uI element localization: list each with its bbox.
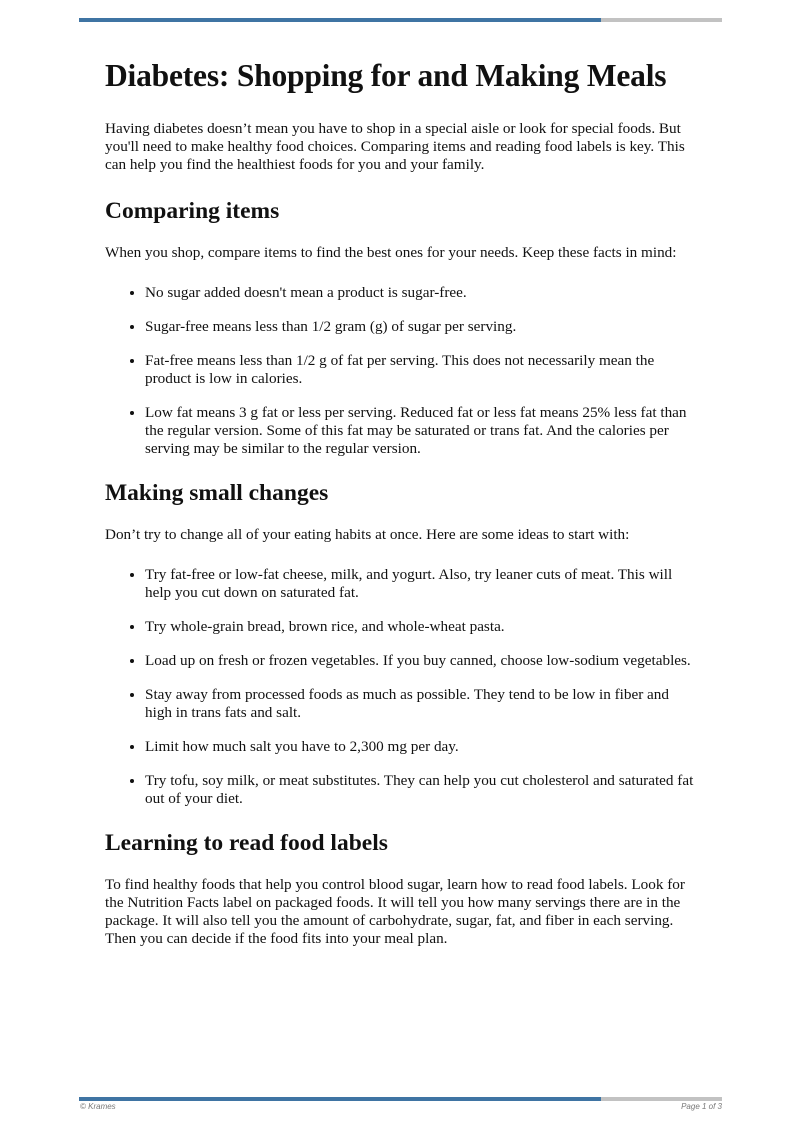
list-item: • Load up on fresh or frozen vegetables. If you buy canned, choose low-sodium vegetables. (145, 652, 695, 670)
heading-learning-to-read-food-labels: Learning to read food labels (105, 830, 388, 856)
bottom-rule-gray (601, 1097, 722, 1101)
list-item: • Try whole-grain bread, brown rice, and whole-wheat pasta. (145, 618, 695, 636)
bottom-rule (79, 1097, 722, 1101)
footer-copyright: © Krames (80, 1102, 116, 1111)
top-rule (79, 18, 722, 22)
list-item: • No sugar added doesn't mean a product is sugar-free. (145, 284, 695, 302)
top-rule-accent (79, 18, 601, 22)
footer-page-number: Page 1 of 3 (681, 1102, 722, 1111)
top-rule-gray (601, 18, 722, 22)
document-body (105, 56, 695, 970)
list-item: • Low fat means 3 g fat or less per serving. Reduced fat or less fat means 25% less fat than the regular version. Some of this fat may be saturated or trans fat. And the calories per serving may be similar to the regular version. (145, 404, 695, 458)
list-item: • Fat-free means less than 1/2 g of fat per serving. This does not necessarily mean the product is low in calories. (145, 352, 695, 388)
food-labels-text: To find healthy foods that help you control blood sugar, learn how to read food labels. Look for the Nutrition Facts label on packaged foods. It will tell you how many servings there are in the package. It will also tell you the amount of carbohydrate, sugar, fat, and fiber in each serving. Then you can decide if the food fits into your meal plan. (105, 876, 685, 947)
making-small-changes-list (105, 566, 695, 808)
comparing-items-list (105, 284, 695, 458)
list-item: • Limit how much salt you have to 2,300 mg per day. (145, 738, 695, 756)
list-item: • Try fat-free or low-fat cheese, milk, and yogurt. Also, try leaner cuts of meat. This will help you cut down on saturated fat. (145, 566, 695, 602)
intro-paragraph: Having diabetes doesn’t mean you have to shop in a special aisle or look for special foods. But you'll need to make healthy food choices. Comparing items and reading food labels is key. This can help you find the healthiest foods for you and your family. (105, 120, 685, 173)
page-title: Diabetes: Shopping for and Making Meals (105, 58, 667, 93)
heading-comparing-items: Comparing items (105, 198, 280, 224)
list-item: • Sugar-free means less than 1/2 gram (g) of sugar per serving. (145, 318, 695, 336)
making-small-changes-text: Don’t try to change all of your eating habits at once. Here are some ideas to start with: (105, 526, 630, 543)
comparing-items-text: When you shop, compare items to find the best ones for your needs. Keep these facts in mind: (105, 244, 677, 261)
heading-making-small-changes: Making small changes (105, 480, 329, 506)
list-item: • Try tofu, soy milk, or meat substitutes. They can help you cut cholesterol and saturated fat out of your diet. (145, 772, 695, 808)
list-item: • Stay away from processed foods as much as possible. They tend to be low in fiber and high in trans fats and salt. (145, 686, 695, 722)
bottom-rule-accent (79, 1097, 601, 1101)
